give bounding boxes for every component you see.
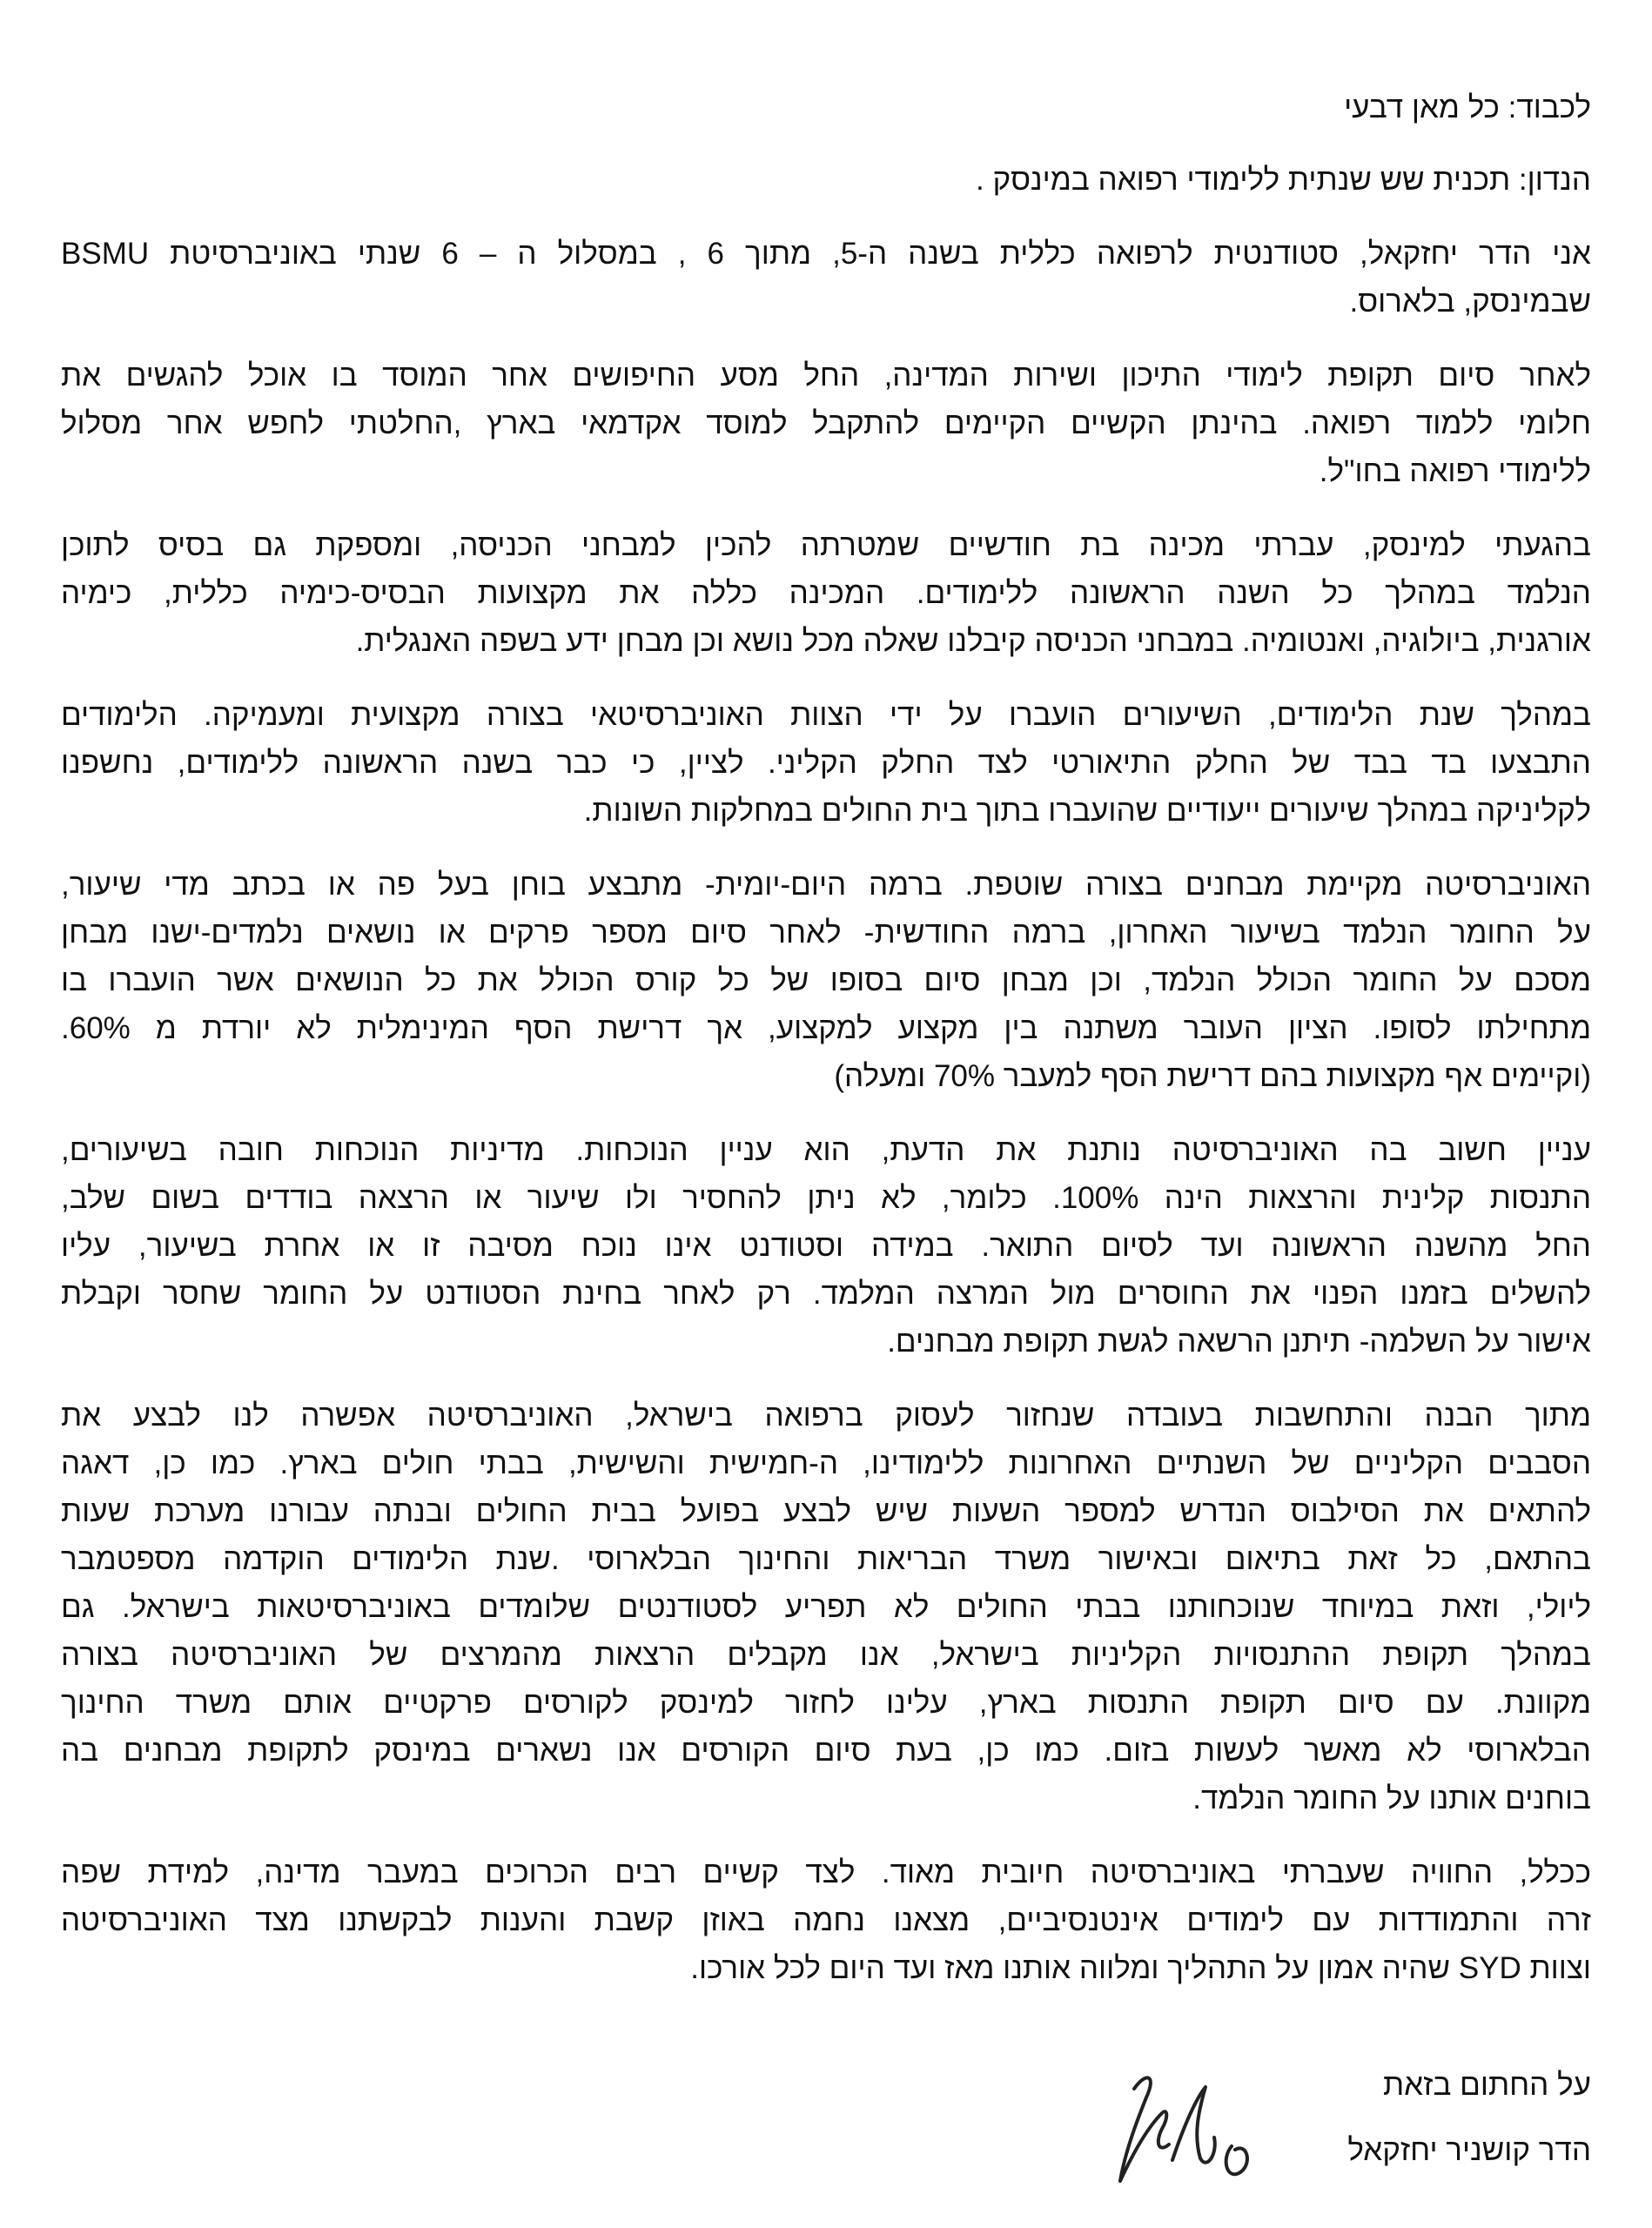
paragraph-line: מסכם על החומר הכולל הנלמד, וכן מבחן סיום בסופו של כל קורס הכולל את כל הנושאים אשר הועברו בו: [61, 963, 1591, 997]
paragraph-line: במהלך תקופת ההתנסויות הקליניות בישראל, אנו מקבלים הרצאות מהמרצים של האוניברסיטה בצורה: [61, 1638, 1591, 1672]
paragraph-line: עניין חשוב בה האוניברסיטה נותנת את הדעת, הוא עניין הנוכחות. מדיניות הנוכחות חובה בשיעורים,: [61, 1133, 1591, 1167]
paragraph-line: מקוונת. עם סיום תקופת התנסות בארץ, עלינו לחזור למינסק לקורסים פרקטיים אותם משרד החינוך: [61, 1686, 1591, 1720]
closing-block: [1347, 2052, 1591, 2183]
paragraph-line: ככלל, החוויה שעברתי באוניברסיטה חיובית מאוד. לצד קשיים רבים הכרוכים במעבר מדינה, למידת שפה: [61, 1856, 1591, 1889]
paragraph-line: התנסות קלינית והרצאות הינה 100%. כלומר, לא ניתן להחסיר ולו שיעור או הרצאה בודדים בשום שלב,: [61, 1181, 1592, 1215]
paragraph-line: החל מהשנה הראשונה ועד לסיום התואר. במידה וסטודנט אינו נוכח מסיבה זו או אחרת בשיעור, עליו: [61, 1229, 1591, 1263]
paragraph-line: הבלארוסי לא מאשר לעשות בזום. כמו כן, בעת סיום הקורסים אנו נשארים במינסק לתקופת מבחנים בה: [61, 1734, 1591, 1768]
paragraph-2: [61, 352, 1591, 495]
paragraph-5: [61, 861, 1591, 1100]
paragraph-line: לאחר סיום תקופת לימודי התיכון ושירות המדינה, החל מסע החיפושים אחר המוסד בו אוכל להגשים את: [61, 359, 1591, 393]
paragraph-line: זרה והתמודדות עם לימודים אינטנסיביים, מצאנו נחמה באוזן קשבת והענות לבקשתנו מצד האוניברסיטה: [61, 1903, 1591, 1937]
paragraph-line: בהגעתי למינסק, עברתי מכינה בת חודשיים שמטרתה להכין למבחני הכניסה, ומספקת גם בסיס לתוכן: [61, 528, 1591, 562]
paragraph-line: האוניברסיטה מקיימת מבחנים בצורה שוטפת. ברמה היום-יומית- מתבצע בוחן בעל פה או בכתב מדי שיעור,: [61, 868, 1591, 902]
paragraph-line: בהתאם, כל זאת בתיאום ובאישור משרד הבריאות והחינוך הבלארוסי .שנת הלימודים הוקדמה מספטמבר: [61, 1542, 1591, 1576]
recipient-line: לכבוד: כל מאן דבעי: [1344, 91, 1591, 124]
paragraph-line: ליולי, וזאת במיוחד שנוכחותנו בבתי החולים לא תפריע לסטודנטים שלומדים באוניברסיטאות בישראל. גם: [61, 1590, 1591, 1624]
paragraph-line: מתחילתו לסופו. הציון העובר משתנה בין מקצוע למקצוע, אך דרישת הסף המינימלית לא יורדת מ 60%.: [61, 1011, 1591, 1045]
closing-line: על החתום בזאת: [1382, 2068, 1591, 2102]
paragraph-1: [61, 230, 1591, 325]
paragraph-line: להתאים את הסילבוס הנדרש למספר השעות שיש לבצע בפועל בבית החולים ובנתה עבורנו מערכת שעות: [61, 1494, 1591, 1528]
paragraph-7: [61, 1392, 1591, 1822]
paragraph-line: חלומי ללמוד רפואה. בהינתן הקשיים הקיימים להתקבל למוסד אקדמאי בארץ ,החלטתי לחפש אחר מסלול: [61, 406, 1591, 440]
paragraph-line: הסבבים הקליניים של השנתיים האחרונות ללימודינו, ה-חמישית והשישית, בבתי חולים בארץ. כמו כן, דאגה: [61, 1446, 1591, 1480]
paragraph-3: [61, 521, 1591, 665]
paragraph-line: (וקיימים אף מקצועות בהם דרישת הסף למעבר 70% ומעלה): [834, 1059, 1591, 1093]
paragraph-line: הנלמד במהלך כל השנה הראשונה ללימודים. המכינה כללה את מקצועות הבסיס-כימיה כללית, כימיה: [61, 576, 1591, 610]
paragraph-8: [61, 1849, 1591, 1992]
paragraph-line: במהלך שנת הלימודים, השיעורים הועברו על ידי הצוות האוניברסיטאי בצורה מקצועית ומעמיקה. הלימודים: [61, 698, 1591, 732]
paragraph-line: לקליניקה במהלך שיעורים ייעודיים שהועברו בתוך בית החולים במחלקות השונות.: [583, 794, 1591, 828]
paragraph-line: בוחנים אותנו על החומר הנלמד.: [1192, 1782, 1591, 1815]
paragraph-line: אישור על השלמה- תיתנן הרשאה לגשת תקופת מבחנים.: [887, 1325, 1591, 1359]
paragraph-4: [61, 691, 1591, 835]
paragraph-6: [61, 1126, 1591, 1366]
subject-line: הנדון: תכנית שש שנתית ללימודי רפואה במינסק .: [976, 163, 1591, 197]
paragraph-line: וצוות SYD שהיה אמון על התהליך ומלווה אותנו מאז ועד היום לכל אורכו.: [690, 1951, 1591, 1985]
paragraph-line: אני הדר יחזקאל, סטודנטית לרפואה כללית בשנה ה-5, מתוך 6 , במסלול ה – 6 שנתי באוניברסיטת BSMU: [61, 237, 1591, 271]
paragraph-line: מתוך הבנה והתחשבות בעובדה שנחזור לעסוק ברפואה בישראל, האוניברסיטה אפשרה לנו לבצע את: [61, 1399, 1591, 1433]
paragraph-line: ללימודי רפואה בחו"ל.: [1319, 454, 1591, 488]
paragraph-line: על החומר הנלמד בשיעור האחרון, ברמה החודשית- לאחר סיום מספר פרקים או נושאים נלמדים-ישנו מבחן: [61, 916, 1591, 950]
paragraph-line: אורגנית, ביולוגיה, ואנטומיה. במבחני הכניסה קיבלנו שאלה מכל נושא וכן מבחן ידע בשפה האנגלית.: [355, 624, 1591, 658]
paragraph-line: שבמינסק, בלארוס.: [1349, 285, 1591, 319]
letter-body: [61, 84, 1591, 1992]
signer-name: הדר קושניר יחזקאל: [1347, 2133, 1591, 2167]
handwritten-signature: [1101, 2063, 1266, 2193]
paragraph-line: להשלים בזמנו הפנוי את החוסרים מול המרצה המלמד. רק לאחר בחינת הסטודנט על החומר שחסר וקבלת: [61, 1277, 1591, 1311]
paragraph-line: התבצעו בד בבד של החלק התיאורטי לצד החלק הקליני. לציין, כי כבר בשנה הראשונה ללימודים, נחשפנו: [61, 746, 1591, 780]
